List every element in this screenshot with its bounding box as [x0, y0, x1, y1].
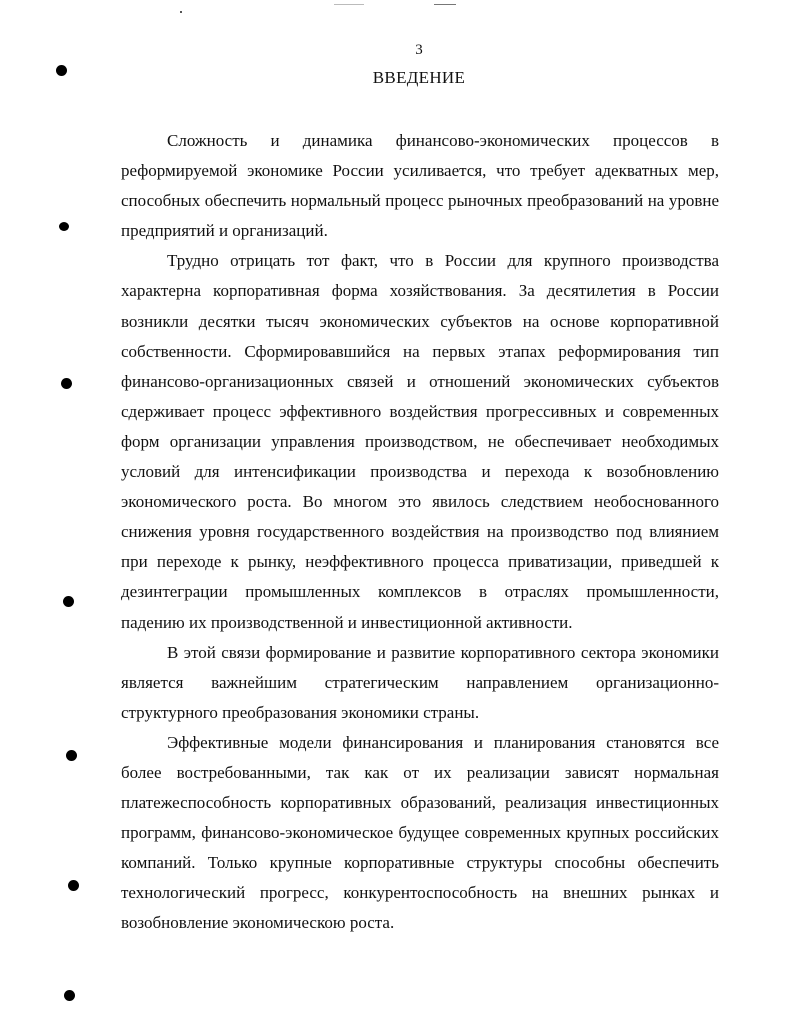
paragraph: Трудно отрицать тот факт, что в России для крупного производства характерна корпоративная форма хозяйствования. За десятилетия в России возникли десятки тысяч экономических субъектов на основе корпоративной собственности. Сформировавшийся на первых этапах реформирования тип финансово-организационных связей и отношений экономических субъектов сдерживает процесс эффективного воздействия прогрессивных и современных форм организации управления производством, не обеспечивает необходимых условий для интенсификации производства и перехода к возобновлению экономического роста. Во многом это явилось следствием необоснованного снижения уровня государственного воздействия на производство под влиянием при переходе к рынку, неэффективного процесса приватизации, приведшей к дезинтеграции промышленных комплексов в отраслях промышленности, падению их производственной и инвестиционной активности.	[121, 251, 719, 632]
paragraph: В этой связи формирование и развитие корпоративного сектора экономики является важнейшим стратегическим направлением организационно-структурного преобразования экономики страны.	[121, 642, 719, 722]
page-number: 3	[415, 42, 423, 58]
scan-artifact	[180, 11, 182, 13]
punch-hole-mark	[64, 990, 75, 1001]
punch-hole-mark	[68, 880, 79, 891]
punch-hole-mark	[63, 596, 74, 607]
scan-artifact	[334, 4, 364, 5]
page-title: ВВЕДЕНИЕ	[372, 68, 466, 87]
punch-hole-mark	[59, 222, 69, 231]
body-text	[121, 126, 719, 939]
paragraph: Эффективные модели финансирования и планирования становятся все более востребованными, так как от их реализации зависят нормальная платежеспособность корпоративных образований, реализация инвестиционных программ, финансово-экономическое будущее современных крупных российских компаний. Только крупные корпоративные структуры способны обеспечить технологический прогресс, конкурентоспособность на внешних рынках и возобновление экономическою роста.	[121, 732, 719, 933]
punch-hole-mark	[66, 750, 77, 761]
paragraph: Сложность и динамика финансово-экономических процессов в реформируемой экономике России усиливается, что требует адекватных мер, способных обеспечить нормальный процесс рыночных преобразований на уровне предприятий и организаций.	[121, 131, 719, 241]
punch-hole-mark	[61, 378, 72, 389]
scan-artifact	[434, 4, 456, 5]
